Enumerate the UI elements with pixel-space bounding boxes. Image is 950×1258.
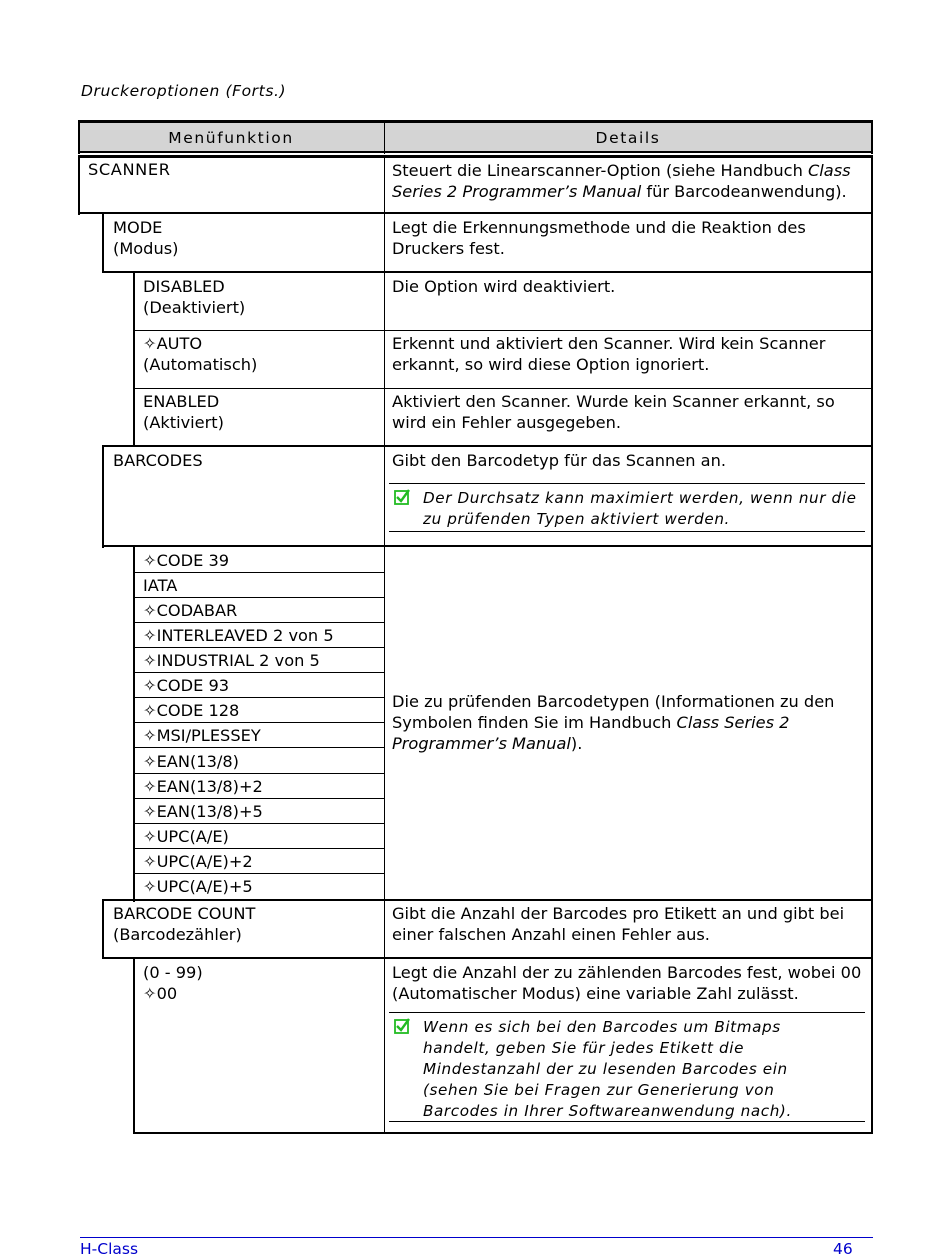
barcode-type-codabar: ✧CODABAR [143, 601, 238, 620]
header-details: Details [595, 129, 661, 147]
barcode-types-detail-end: ). [570, 734, 583, 753]
row-barcodes-detail: Gibt den Barcodetyp für das Scannen an. [392, 451, 726, 470]
barcode-type-code93: ✧CODE 93 [143, 676, 230, 695]
scanner-detail-manual: Class Series 2 Programmer’s Manual [392, 161, 851, 201]
barcodes-note: Der Durchsatz kann maximiert werden, wenn nur die zu prüfenden Typen aktiviert werden. [423, 489, 857, 528]
row-auto-detail: Erkennt und aktiviert den Scanner. Wird kein Scanner erkannt, so wird diese Option ignoriert. [392, 334, 826, 374]
enabled-label: ENABLED [143, 392, 220, 411]
auto-label-de: (Automatisch) [143, 355, 258, 374]
count-value-note: Wenn es sich bei den Barcodes um Bitmaps handelt, geben Sie für jedes Etikett die Mindestanzahl der zu lesenden Barcodes ein (sehen Sie bei Fragen zur Generierung von Barcodes in Ihrer Softwareanwendung nach). [423, 1018, 792, 1120]
row-barcodes-label: BARCODES [113, 451, 203, 470]
barcode-type-upc2: ✧UPC(A/E)+2 [143, 852, 253, 871]
footer-title: H-Class [80, 1240, 139, 1258]
barcode-type-upc: ✧UPC(A/E) [143, 827, 229, 846]
row-barcode-count-detail: Gibt die Anzahl der Barcodes pro Etikett an und gibt bei einer falschen Anzahl einen Fehler aus. [392, 904, 845, 944]
footer-rule [80, 1237, 873, 1238]
header-menufunktion: Menüfunktion [168, 129, 294, 147]
enabled-label-de: (Aktiviert) [143, 413, 224, 432]
row-scanner-detail [392, 160, 864, 202]
page-number: 46 [833, 1240, 853, 1258]
count-default-label: ✧00 [143, 984, 178, 1003]
count-range-label: (0 - 99) [143, 963, 203, 982]
row-count-value-detail: Legt die Anzahl der zu zählenden Barcodes fest, wobei 00 (Automatischer Modus) eine variable Zahl zulässt. [392, 963, 862, 1003]
barcode-type-ean: ✧EAN(13/8) [143, 752, 239, 771]
barcode-type-upc5: ✧UPC(A/E)+5 [143, 877, 253, 896]
row-disabled-label [143, 276, 245, 318]
check-box-icon [394, 1018, 410, 1034]
disabled-label: DISABLED [143, 277, 225, 296]
barcode-count-label: BARCODE COUNT [113, 904, 256, 923]
barcode-type-code128: ✧CODE 128 [143, 701, 240, 720]
row-auto-label [143, 333, 257, 375]
row-enabled-label [143, 391, 224, 433]
auto-label: ✧AUTO [143, 334, 203, 353]
row-barcode-count-label [113, 903, 255, 945]
row-disabled-detail: Die Option wird deaktiviert. [392, 277, 616, 296]
barcode-type-msi: ✧MSI/PLESSEY [143, 726, 261, 745]
barcode-count-label-de: (Barcodezähler) [113, 925, 242, 944]
barcode-types-detail-text: Die zu prüfenden Barcodetypen (Informationen zu den Symbolen finden Sie im Handbuch [392, 692, 835, 732]
barcode-types-detail-manual: Class Series 2 Programmer’s Manual [392, 713, 790, 753]
row-mode-label [113, 217, 178, 259]
row-scanner-label: SCANNER [88, 160, 171, 179]
barcode-type-ean5: ✧EAN(13/8)+5 [143, 802, 263, 821]
page-caption: Druckeroptionen (Forts.) [81, 82, 287, 100]
mode-label: MODE [113, 218, 163, 237]
barcode-types-detail [392, 691, 858, 754]
row-enabled-detail: Aktiviert den Scanner. Wurde kein Scanner erkannt, so wird ein Fehler ausgegeben. [392, 392, 835, 432]
scanner-detail-text-end: für Barcodeanwendung). [641, 182, 847, 201]
barcode-type-iata: IATA [143, 576, 178, 595]
barcode-type-code39: ✧CODE 39 [143, 551, 230, 570]
barcode-type-industrial: ✧INDUSTRIAL 2 von 5 [143, 651, 320, 670]
row-count-value-label [143, 962, 203, 1004]
check-box-icon [394, 489, 410, 505]
row-mode-detail: Legt die Erkennungsmethode und die Reaktion des Druckers fest. [392, 218, 806, 258]
barcode-type-ean2: ✧EAN(13/8)+2 [143, 777, 263, 796]
barcode-type-interleaved: ✧INTERLEAVED 2 von 5 [143, 626, 334, 645]
disabled-label-de: (Deaktiviert) [143, 298, 246, 317]
scanner-detail-text: Steuert die Linearscanner-Option (siehe Handbuch [392, 161, 808, 180]
mode-label-de: (Modus) [113, 239, 179, 258]
